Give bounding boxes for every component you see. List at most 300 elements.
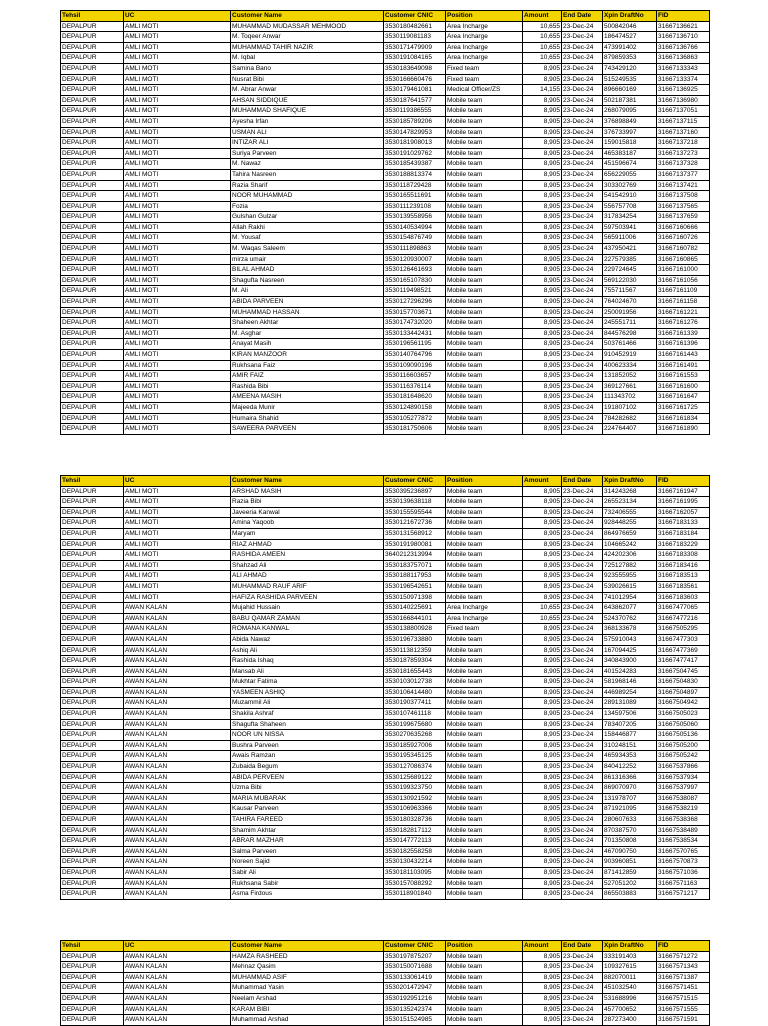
cell-fid: 31667505242 — [657, 751, 710, 762]
cell-customer-name: Bushra Parveen — [231, 740, 384, 751]
cell-end-date: 23-Dec-24 — [562, 645, 603, 656]
cell-tehsil: DEPALPUR — [61, 350, 124, 361]
cell-end-date: 23-Dec-24 — [562, 159, 603, 170]
cell-customer-name: M. Asghar — [231, 328, 384, 339]
cell-amount: 8,905 — [523, 972, 562, 983]
cell-xpin-draft-no: 451596674 — [603, 159, 657, 170]
cell-fid: 31667571555 — [657, 1004, 710, 1015]
cell-xpin-draft-no: 910452919 — [603, 350, 657, 361]
table-row — [61, 951, 710, 962]
cell-customer-cnic: 3530174732020 — [384, 318, 446, 329]
cell-end-date: 23-Dec-24 — [562, 318, 603, 329]
cell-customer-name: Zubaida Begum — [231, 762, 384, 773]
cell-position: Mobile team — [446, 581, 523, 592]
table-row — [61, 719, 710, 730]
cell-position: Area Incharge — [446, 42, 523, 53]
cell-fid: 31667161491 — [657, 360, 710, 371]
header-customer-cnic: Customer CNIC — [384, 941, 446, 952]
cell-fid: 31667504942 — [657, 698, 710, 709]
table-row — [61, 793, 710, 804]
cell-fid: 31667571163 — [657, 878, 710, 889]
cell-fid: 31667571217 — [657, 889, 710, 900]
cell-customer-cnic: 3530181103095 — [384, 867, 446, 878]
cell-customer-name: Asma Firdous — [231, 889, 384, 900]
cell-end-date: 23-Dec-24 — [562, 560, 603, 571]
cell-position: Mobile team — [446, 1004, 523, 1015]
cell-uc: AWAN KALAN — [124, 825, 231, 836]
cell-customer-name: KIRAN MANZOOR — [231, 350, 384, 361]
cell-customer-cnic: 3530165107830 — [384, 275, 446, 286]
cell-customer-cnic: 3530201472947 — [384, 983, 446, 994]
cell-uc: AMLI MOTI — [124, 201, 231, 212]
cell-position: Mobile team — [446, 730, 523, 741]
cell-customer-cnic: 3530185439387 — [384, 159, 446, 170]
cell-customer-cnic: 3530196561195 — [384, 339, 446, 350]
payment-table-2 — [60, 475, 710, 900]
cell-tehsil: DEPALPUR — [61, 666, 124, 677]
cell-customer-cnic: 3530199675680 — [384, 719, 446, 730]
cell-fid: 31667160726 — [657, 233, 710, 244]
cell-end-date: 23-Dec-24 — [562, 148, 603, 159]
cell-end-date: 23-Dec-24 — [562, 889, 603, 900]
cell-fid: 31667504745 — [657, 666, 710, 677]
cell-tehsil: DEPALPUR — [61, 21, 124, 32]
cell-position: Area Incharge — [446, 53, 523, 64]
cell-uc: AMLI MOTI — [124, 138, 231, 149]
cell-end-date: 23-Dec-24 — [562, 730, 603, 741]
cell-position: Mobile team — [446, 762, 523, 773]
table-row — [61, 889, 710, 900]
cell-customer-cnic: 3530190377411 — [384, 698, 446, 709]
cell-customer-name: Samina Bano — [231, 63, 384, 74]
cell-end-date: 23-Dec-24 — [562, 497, 603, 508]
cell-position: Mobile team — [446, 634, 523, 645]
cell-amount: 8,905 — [523, 201, 562, 212]
cell-position: Mobile team — [446, 307, 523, 318]
cell-xpin-draft-no: 864976659 — [603, 528, 657, 539]
cell-fid: 31667183416 — [657, 560, 710, 571]
cell-tehsil: DEPALPUR — [61, 550, 124, 561]
cell-uc: AWAN KALAN — [124, 962, 231, 973]
header-customer-cnic: Customer CNIC — [384, 476, 446, 487]
table-row — [61, 539, 710, 550]
cell-customer-cnic: 3530131568912 — [384, 528, 446, 539]
table-row — [61, 709, 710, 720]
table-row — [61, 550, 710, 561]
cell-position: Mobile team — [446, 360, 523, 371]
cell-tehsil: DEPALPUR — [61, 962, 124, 973]
cell-end-date: 23-Dec-24 — [562, 804, 603, 815]
table-row — [61, 962, 710, 973]
cell-customer-name: Neelam Arshad — [231, 993, 384, 1004]
cell-tehsil: DEPALPUR — [61, 106, 124, 117]
cell-xpin-draft-no: 191807102 — [603, 402, 657, 413]
cell-end-date: 23-Dec-24 — [562, 486, 603, 497]
cell-fid: 31667136710 — [657, 32, 710, 43]
cell-amount: 8,905 — [523, 656, 562, 667]
cell-uc: AMLI MOTI — [124, 550, 231, 561]
cell-position: Mobile team — [446, 275, 523, 286]
cell-fid: 31667570765 — [657, 846, 710, 857]
cell-position: Mobile team — [446, 127, 523, 138]
cell-customer-cnic: 3530188117953 — [384, 571, 446, 582]
cell-customer-cnic: 3530147772113 — [384, 836, 446, 847]
cell-amount: 8,905 — [523, 528, 562, 539]
cell-tehsil: DEPALPUR — [61, 804, 124, 815]
cell-end-date: 23-Dec-24 — [562, 381, 603, 392]
cell-amount: 8,905 — [523, 402, 562, 413]
cell-uc: AWAN KALAN — [124, 815, 231, 826]
table-row — [61, 127, 710, 138]
cell-end-date: 23-Dec-24 — [562, 603, 603, 614]
cell-xpin-draft-no: 109327615 — [603, 962, 657, 973]
table-row — [61, 381, 710, 392]
cell-fid: 31667161947 — [657, 486, 710, 497]
cell-position: Mobile team — [446, 972, 523, 983]
table-body — [61, 951, 710, 1025]
cell-end-date: 23-Dec-24 — [562, 350, 603, 361]
table-row — [61, 656, 710, 667]
cell-customer-cnic: 3530185789206 — [384, 116, 446, 127]
cell-end-date: 23-Dec-24 — [562, 42, 603, 53]
cell-fid: 31667136925 — [657, 85, 710, 96]
cell-amount: 8,905 — [523, 666, 562, 677]
cell-customer-cnic: 3530155595544 — [384, 507, 446, 518]
cell-end-date: 23-Dec-24 — [562, 106, 603, 117]
header-end-date: End Date — [562, 941, 603, 952]
cell-end-date: 23-Dec-24 — [562, 951, 603, 962]
cell-fid: 31667477303 — [657, 634, 710, 645]
cell-tehsil: DEPALPUR — [61, 297, 124, 308]
cell-xpin-draft-no: 229724645 — [603, 265, 657, 276]
cell-xpin-draft-no: 701350808 — [603, 836, 657, 847]
cell-xpin-draft-no: 500842046 — [603, 21, 657, 32]
cell-position: Mobile team — [446, 254, 523, 265]
cell-customer-cnic: 3530197875207 — [384, 951, 446, 962]
table-row — [61, 180, 710, 191]
cell-xpin-draft-no: 131852052 — [603, 371, 657, 382]
table-row — [61, 867, 710, 878]
cell-tehsil: DEPALPUR — [61, 539, 124, 550]
table-row — [61, 116, 710, 127]
cell-uc: AWAN KALAN — [124, 645, 231, 656]
cell-amount: 8,905 — [523, 836, 562, 847]
cell-end-date: 23-Dec-24 — [562, 95, 603, 106]
cell-customer-cnic: 3530135242374 — [384, 1004, 446, 1015]
cell-xpin-draft-no: 923555955 — [603, 571, 657, 582]
cell-position: Mobile team — [446, 962, 523, 973]
cell-tehsil: DEPALPUR — [61, 762, 124, 773]
cell-uc: AMLI MOTI — [124, 350, 231, 361]
header-amount: Amount — [523, 476, 562, 487]
cell-xpin-draft-no: 861316366 — [603, 772, 657, 783]
cell-fid: 31667571272 — [657, 951, 710, 962]
cell-fid: 31667136863 — [657, 53, 710, 64]
cell-xpin-draft-no: 227579385 — [603, 254, 657, 265]
cell-xpin-draft-no: 376898849 — [603, 116, 657, 127]
cell-customer-name: M. Nawaz — [231, 159, 384, 170]
cell-amount: 8,905 — [523, 286, 562, 297]
table-row — [61, 413, 710, 424]
cell-xpin-draft-no: 268079095 — [603, 106, 657, 117]
cell-uc: AMLI MOTI — [124, 42, 231, 53]
cell-end-date: 23-Dec-24 — [562, 571, 603, 582]
cell-customer-name: AMEENA MASIH — [231, 392, 384, 403]
cell-position: Mobile team — [446, 371, 523, 382]
cell-tehsil: DEPALPUR — [61, 677, 124, 688]
cell-customer-name: MARIA MUBARAK — [231, 793, 384, 804]
cell-uc: AMLI MOTI — [124, 486, 231, 497]
table-row — [61, 254, 710, 265]
cell-fid: 31667538087 — [657, 793, 710, 804]
header-tehsil: Tehsil — [61, 11, 124, 22]
cell-amount: 8,905 — [523, 318, 562, 329]
cell-position: Mobile team — [446, 297, 523, 308]
table-row — [61, 424, 710, 435]
cell-uc: AWAN KALAN — [124, 878, 231, 889]
cell-customer-cnic: 3530185927006 — [384, 740, 446, 751]
cell-end-date: 23-Dec-24 — [562, 286, 603, 297]
cell-position: Mobile team — [446, 528, 523, 539]
cell-position: Mobile team — [446, 518, 523, 529]
cell-xpin-draft-no: 865503883 — [603, 889, 657, 900]
cell-position: Area Incharge — [446, 21, 523, 32]
cell-fid: 31667477417 — [657, 656, 710, 667]
cell-tehsil: DEPALPUR — [61, 275, 124, 286]
cell-amount: 8,905 — [523, 63, 562, 74]
cell-uc: AMLI MOTI — [124, 592, 231, 603]
cell-customer-cnic: 3530116603657 — [384, 371, 446, 382]
header-row — [61, 941, 710, 952]
cell-xpin-draft-no: 467090750 — [603, 846, 657, 857]
cell-uc: AMLI MOTI — [124, 148, 231, 159]
cell-tehsil: DEPALPUR — [61, 244, 124, 255]
table-row — [61, 265, 710, 276]
cell-uc: AWAN KALAN — [124, 603, 231, 614]
cell-fid: 31667504897 — [657, 687, 710, 698]
cell-customer-cnic: 3530109090196 — [384, 360, 446, 371]
cell-fid: 31667136766 — [657, 42, 710, 53]
cell-fid: 31667160666 — [657, 222, 710, 233]
cell-amount: 8,905 — [523, 360, 562, 371]
header-row — [61, 11, 710, 22]
cell-customer-name: MUHAMMAD HASSAN — [231, 307, 384, 318]
cell-xpin-draft-no: 531688996 — [603, 993, 657, 1004]
cell-end-date: 23-Dec-24 — [562, 392, 603, 403]
cell-customer-name: M. Waqas Saleem — [231, 244, 384, 255]
cell-end-date: 23-Dec-24 — [562, 581, 603, 592]
cell-position: Mobile team — [446, 328, 523, 339]
table-row — [61, 392, 710, 403]
cell-tehsil: DEPALPUR — [61, 793, 124, 804]
cell-uc: AMLI MOTI — [124, 233, 231, 244]
table-row — [61, 402, 710, 413]
cell-tehsil: DEPALPUR — [61, 730, 124, 741]
cell-position: Mobile team — [446, 666, 523, 677]
cell-amount: 8,905 — [523, 698, 562, 709]
cell-fid: 31667137218 — [657, 138, 710, 149]
cell-position: Mobile team — [446, 180, 523, 191]
cell-customer-cnic: 3530181648620 — [384, 392, 446, 403]
cell-xpin-draft-no: 575910043 — [603, 634, 657, 645]
cell-uc: AWAN KALAN — [124, 836, 231, 847]
cell-customer-cnic: 3530181655443 — [384, 666, 446, 677]
cell-amount: 8,905 — [523, 634, 562, 645]
table-row — [61, 275, 710, 286]
cell-customer-name: Nusrat Bibi — [231, 74, 384, 85]
table-row — [61, 571, 710, 582]
cell-xpin-draft-no: 784282682 — [603, 413, 657, 424]
cell-customer-cnic: 3530139638118 — [384, 497, 446, 508]
cell-fid: 31667537866 — [657, 762, 710, 773]
cell-amount: 8,905 — [523, 983, 562, 994]
cell-customer-cnic: 3530171479909 — [384, 42, 446, 53]
cell-amount: 8,905 — [523, 518, 562, 529]
cell-tehsil: DEPALPUR — [61, 751, 124, 762]
table-body — [61, 486, 710, 899]
cell-customer-name: M. Iqbal — [231, 53, 384, 64]
cell-amount: 8,905 — [523, 687, 562, 698]
cell-fid: 31667571387 — [657, 972, 710, 983]
cell-end-date: 23-Dec-24 — [562, 212, 603, 223]
cell-position: Mobile team — [446, 539, 523, 550]
cell-customer-name: MUHAMMAD ASIF — [231, 972, 384, 983]
cell-customer-cnic: 3530181908013 — [384, 138, 446, 149]
cell-amount: 8,905 — [523, 350, 562, 361]
cell-amount: 8,905 — [523, 740, 562, 751]
cell-fid: 31667183184 — [657, 528, 710, 539]
cell-customer-cnic: 3530151524985 — [384, 1015, 446, 1026]
cell-tehsil: DEPALPUR — [61, 392, 124, 403]
cell-end-date: 23-Dec-24 — [562, 339, 603, 350]
cell-tehsil: DEPALPUR — [61, 95, 124, 106]
cell-customer-name: Allah Rakhi — [231, 222, 384, 233]
cell-customer-name: Abida Nawaz — [231, 634, 384, 645]
table-row — [61, 687, 710, 698]
cell-xpin-draft-no: 186474527 — [603, 32, 657, 43]
cell-tehsil: DEPALPUR — [61, 972, 124, 983]
cell-tehsil: DEPALPUR — [61, 507, 124, 518]
cell-end-date: 23-Dec-24 — [562, 762, 603, 773]
table-row — [61, 497, 710, 508]
cell-customer-cnic: 3530182817112 — [384, 825, 446, 836]
cell-xpin-draft-no: 424202306 — [603, 550, 657, 561]
cell-tehsil: DEPALPUR — [61, 53, 124, 64]
cell-position: Area Incharge — [446, 613, 523, 624]
cell-tehsil: DEPALPUR — [61, 983, 124, 994]
cell-fid: 31667477216 — [657, 613, 710, 624]
cell-customer-cnic: 3530166844101 — [384, 613, 446, 624]
cell-customer-name: Razia Sharif — [231, 180, 384, 191]
cell-end-date: 23-Dec-24 — [562, 846, 603, 857]
cell-amount: 10,655 — [523, 42, 562, 53]
cell-position: Mobile team — [446, 815, 523, 826]
cell-uc: AMLI MOTI — [124, 32, 231, 43]
table-row — [61, 666, 710, 677]
payment-table-3 — [60, 940, 710, 1026]
cell-customer-name: M. Abrar Anwar — [231, 85, 384, 96]
cell-end-date: 23-Dec-24 — [562, 666, 603, 677]
cell-xpin-draft-no: 844576298 — [603, 328, 657, 339]
cell-tehsil: DEPALPUR — [61, 581, 124, 592]
cell-uc: AMLI MOTI — [124, 116, 231, 127]
cell-uc: AMLI MOTI — [124, 392, 231, 403]
cell-customer-name: BABU QAMAR ZAMAN — [231, 613, 384, 624]
cell-xpin-draft-no: 903960851 — [603, 857, 657, 868]
cell-uc: AWAN KALAN — [124, 709, 231, 720]
cell-uc: AWAN KALAN — [124, 677, 231, 688]
cell-uc: AWAN KALAN — [124, 993, 231, 1004]
cell-tehsil: DEPALPUR — [61, 180, 124, 191]
cell-uc: AMLI MOTI — [124, 275, 231, 286]
cell-customer-name: HAFIZA RASHIDA PARVEEN — [231, 592, 384, 603]
cell-customer-cnic: 3530118901840 — [384, 889, 446, 900]
table-body — [61, 21, 710, 434]
cell-position: Area Incharge — [446, 32, 523, 43]
cell-fid: 31667183308 — [657, 550, 710, 561]
cell-customer-name: Mehnaz Qasim — [231, 962, 384, 973]
cell-xpin-draft-no: 465383187 — [603, 148, 657, 159]
cell-uc: AWAN KALAN — [124, 1004, 231, 1015]
cell-amount: 8,905 — [523, 74, 562, 85]
cell-tehsil: DEPALPUR — [61, 560, 124, 571]
cell-fid: 31667161276 — [657, 318, 710, 329]
header-customer-name: Customer Name — [231, 476, 384, 487]
cell-xpin-draft-no: 569122030 — [603, 275, 657, 286]
cell-amount: 8,905 — [523, 381, 562, 392]
cell-end-date: 23-Dec-24 — [562, 709, 603, 720]
cell-xpin-draft-no: 869070970 — [603, 783, 657, 794]
cell-tehsil: DEPALPUR — [61, 528, 124, 539]
cell-end-date: 23-Dec-24 — [562, 783, 603, 794]
cell-customer-cnic: 3530199323750 — [384, 783, 446, 794]
table-row — [61, 804, 710, 815]
cell-customer-name: Muhammad Yasin — [231, 983, 384, 994]
cell-xpin-draft-no: 333191403 — [603, 951, 657, 962]
cell-position: Mobile team — [446, 233, 523, 244]
cell-customer-cnic: 3530138800928 — [384, 624, 446, 635]
table-row — [61, 983, 710, 994]
cell-position: Mobile team — [446, 592, 523, 603]
cell-fid: 31667183561 — [657, 581, 710, 592]
cell-amount: 8,905 — [523, 624, 562, 635]
cell-end-date: 23-Dec-24 — [562, 962, 603, 973]
cell-customer-cnic: 3530180328736 — [384, 815, 446, 826]
cell-amount: 8,905 — [523, 159, 562, 170]
cell-xpin-draft-no: 340843900 — [603, 656, 657, 667]
cell-customer-name: ROMANA KANWAL — [231, 624, 384, 635]
cell-amount: 8,905 — [523, 846, 562, 857]
cell-uc: AMLI MOTI — [124, 191, 231, 202]
cell-uc: AWAN KALAN — [124, 730, 231, 741]
cell-end-date: 23-Dec-24 — [562, 402, 603, 413]
cell-uc: AWAN KALAN — [124, 867, 231, 878]
cell-end-date: 23-Dec-24 — [562, 1004, 603, 1015]
cell-amount: 8,905 — [523, 297, 562, 308]
cell-customer-cnic: 3530395236897 — [384, 486, 446, 497]
cell-xpin-draft-no: 539026615 — [603, 581, 657, 592]
cell-uc: AMLI MOTI — [124, 53, 231, 64]
cell-fid: 31667505295 — [657, 624, 710, 635]
cell-uc: AMLI MOTI — [124, 539, 231, 550]
cell-fid: 31667137508 — [657, 191, 710, 202]
cell-customer-cnic: 3530130432214 — [384, 857, 446, 868]
cell-position: Mobile team — [446, 889, 523, 900]
cell-xpin-draft-no: 131978707 — [603, 793, 657, 804]
cell-uc: AWAN KALAN — [124, 889, 231, 900]
table-row — [61, 857, 710, 868]
cell-customer-cnic: 3530126461693 — [384, 265, 446, 276]
